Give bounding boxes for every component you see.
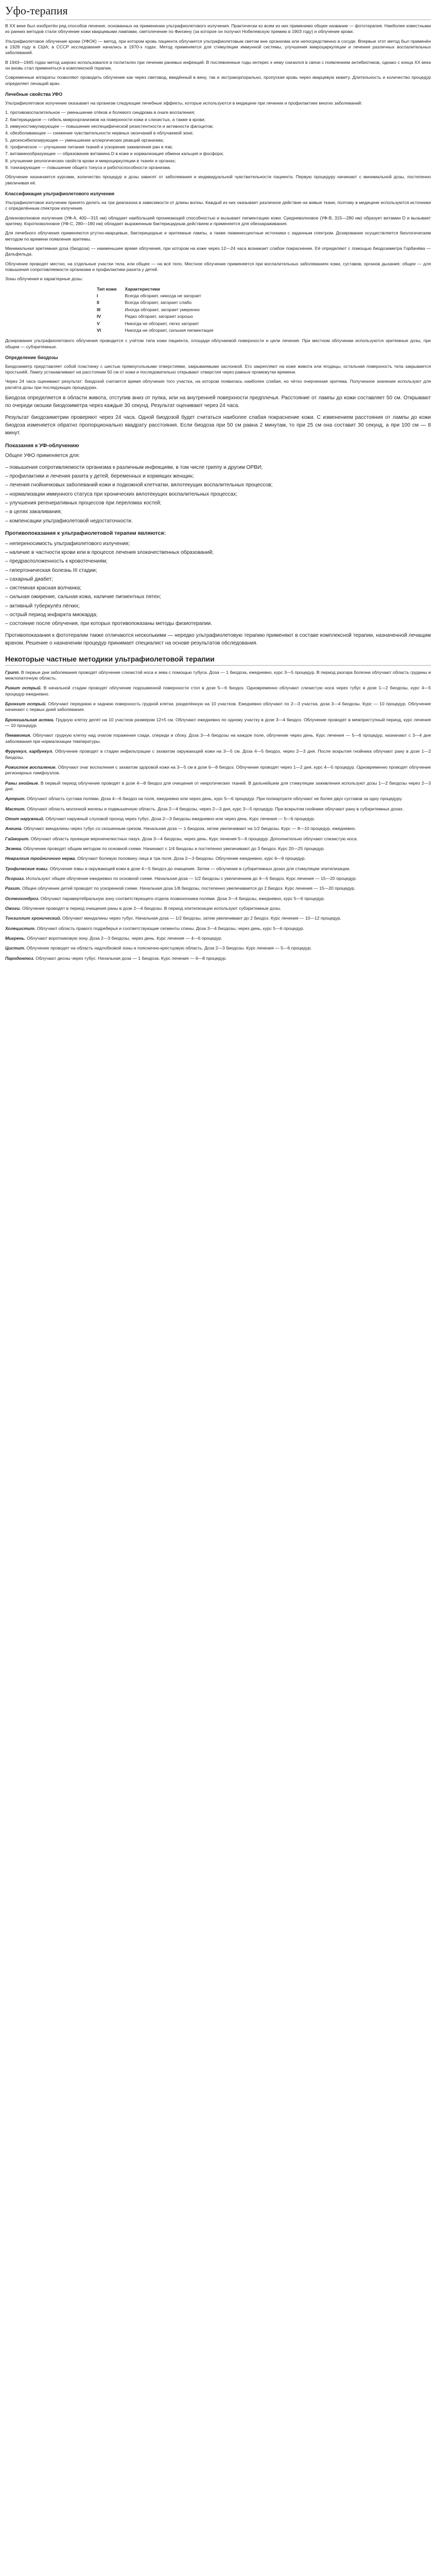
- table-cell: Никогда не обгорает, сильная пигментация: [125, 327, 214, 333]
- table-cell: Иногда обгорает, загорает умеренно: [125, 307, 200, 312]
- table-cell: VI: [97, 327, 101, 333]
- intro-paragraph: В 1943—1945 годах метод широко использовался в госпиталях при лечении раневых инфекций. В послевоенные годы интерес к нему снизился в связи с появлением антибиотиков, однако с конца XX века он вновь стал применяться в комплексной терапии.: [5, 59, 431, 71]
- section-heading: Классификация ультрафиолетового излучения: [5, 191, 115, 197]
- method-name: Пневмония.: [5, 733, 31, 738]
- method-name: Холецистит.: [5, 925, 36, 931]
- table-cell: Всегда обгорает, загорает слабо: [125, 300, 192, 306]
- method-item: [5, 936, 431, 941]
- list-item: – непереносимость ультрафиолетового излучения;: [5, 540, 130, 547]
- paragraph: Облучение назначается курсами, количество процедур и дозы зависят от заболевания и индивидуальной чувствительности пациента. Первую процедуру начинают с минимальной дозы, постепенно увеличивая её.: [5, 174, 431, 185]
- method-item: [5, 806, 431, 812]
- intro-paragraph: Современные аппараты позволяют проводить облучение как через световод, введённый в вену, так и экстракорпорально, пропуская кровь через кварцевую кювету. Длительность и количество процедур определяет лечащий врач.: [5, 75, 431, 86]
- method-text: Облучение язвы и окружающей кожи в дозе 4—5 биодоз до очищения. Затем — облучение в субэритемных дозах для стимуляции эпителизации.: [48, 866, 351, 871]
- table-cell: Редко обгорает, загорает хорошо: [125, 314, 193, 319]
- method-item: [5, 836, 431, 842]
- list-item: – гипертоническая болезнь III стадии;: [5, 567, 97, 573]
- method-text: Облучают очаг воспаления с захватом здоровой кожи на 3—5 см в дозе 6—8 биодоз. Облучение проводят через 1—2 дня, курс 4—5 процедур. Одновременно проводят облучение регионарных лимфоузлов.: [5, 764, 431, 776]
- table-header-cell: Характеристики: [125, 286, 160, 292]
- method-item: [5, 749, 431, 760]
- method-text: Облучают воротниковую зону. Доза 2—3 биодозы, через день. Курс лечения — 4—6 процедур.: [25, 936, 222, 941]
- paragraph: Результат биодозиметрии проверяют через 24 часа. Одной биодозой будет считаться наиболее слабая покраснение кожи. С изменением расстояния от лампы до кожи биодоза изменяется обратно пропорционально квадрату расстояния. Если биодоза при 50 см равна 2 минутам, то при 25 см она составит 30 секунд, а при 100 см — 8 минут.: [5, 414, 431, 436]
- method-item: [5, 906, 431, 911]
- method-text: Облучение проводят в стадии инфильтрации с захватом окружающей кожи на 3—5 см. Доза 4—5 биодоз, через 2—3 дня. После вскрытия гнойника облучают рану в дозе 1—2 биодозы.: [5, 749, 431, 760]
- method-name: Невралгия тройничного нерва.: [5, 856, 76, 861]
- section-heading: Лечебные свойства УФО: [5, 92, 63, 97]
- method-name: Пародонтоз.: [5, 955, 34, 961]
- method-text: В первый период облучение проводят в дозе 4—8 биодоз для очищения от некротических тканей. В дальнейшем для стимуляции заживления используют дозы 1—2 биодозы через 2—3 дня.: [5, 780, 431, 791]
- method-name: Мигрень.: [5, 936, 26, 941]
- classes-section: [5, 191, 431, 273]
- method-name: Ожоги.: [5, 906, 21, 911]
- article: [0, 0, 436, 975]
- list-item: – профилактики и лечения рахита у детей, беременных и кормящих женщин;: [5, 473, 194, 480]
- paragraph: Для лечебного облучения применяются ртутно-кварцевые, бактерицидные и эритемные лампы, а также люминесцентные источники с заданным спектром. Дозирование осуществляется биологическим методом по времени появления эритемы.: [5, 230, 431, 242]
- method-text: Облучают наружный слуховой проход через тубус. Доза 2—3 биодозы ежедневно или через день. Курс лечения — 5—6 процедур.: [44, 816, 316, 821]
- table-header-cell: Тип кожи: [97, 286, 117, 292]
- method-item: [5, 733, 431, 744]
- table-cell: Всегда обгорает, никогда не загорает: [125, 293, 201, 299]
- method-name: Ринит острый.: [5, 685, 42, 691]
- method-text: Облучают миндалины через тубус со скошенным срезом. Начальная доза — 1 биодоза, затем увеличивают на 1/2 биодозы. Курс — 8—10 процедур, ежедневно.: [22, 826, 356, 832]
- list-item: – сахарный диабет;: [5, 576, 53, 582]
- intro-paragraph: Ультрафиолетовое облучение крови (УФОК) — метод, при котором кровь пациента облучается ультрафиолетовым светом вне организма или непосредственно в сосуде. Впервые этот метод был применён в 1928 году в США; в СССР исследования начались в 1970-х годах. Метод применяется для стимуляции иммунной системы, улучшения микроциркуляции и лечения различных воспалительных заболеваний.: [5, 38, 431, 56]
- method-text: Облучают переднюю и заднюю поверхность грудной клетки, разделённую на 10 участков. Ежедневно облучают по 2—3 участка, доза 3—4 биодозы. Курс — 10 процедур. Облучение начинают с первых дней заболевания.: [5, 701, 431, 713]
- list-item: 6. трофическое — улучшение питания тканей и ускорение заживления ран и язв;: [5, 144, 173, 150]
- properties-list: [5, 110, 431, 171]
- table-cell: I: [97, 293, 98, 299]
- method-text: Облучение проводят общим методом по основной схеме. Начинают с 1/4 биодозы и постепенно увеличивают до 3 биодоз. Курс 20—25 процедур.: [22, 845, 325, 851]
- method-item: [5, 781, 431, 792]
- list-item: 2. бактерицидное — гибель микроорганизмов на поверхности кожи и слизистых, а также в крови;: [5, 116, 206, 122]
- method-item: [5, 765, 431, 776]
- list-item: 7. витаминообразующее — образование витамина D в коже и нормализация обмена кальция и фосфора;: [5, 151, 224, 157]
- paragraph: Длинноволновое излучение (УФ-А, 400—315 нм) обладает наибольшей проникающей способностью и вызывает пигментацию кожи. Средневолновое (УФ-В, 315—280 нм) образует витамин D и вызывает эритему. Коротковолновое (УФ-С, 280—180 нм) обладает выраженным бактерицидным действием и применяется для обеззараживания.: [5, 215, 431, 227]
- list-item: – системная красная волчанка;: [5, 585, 81, 591]
- section-heading: Показания к УФ-облучению: [5, 442, 79, 449]
- methods-list: [5, 670, 431, 961]
- table-cell: Никогда не обгорает, легко загорает: [125, 320, 199, 326]
- method-text: Общее облучение детей проводят по ускоренной схеме. Начальная доза 1/8 биодозы, постепенно увеличивается до 2 биодоз. Курс лечения — 15—20 процедур.: [21, 886, 356, 891]
- paragraph: Биодоза определяется в области живота, отступив вниз от пупка, или на внутренней поверхности предплечья. Расстояние от лампы до кожи составляет 50 см. Открывают по очереди окошки биодозиметра через каждые 30 секунд. Результат оценивают через 24 часа.: [5, 395, 431, 409]
- method-item: [5, 717, 431, 729]
- method-name: Бронхиальная астма.: [5, 717, 55, 722]
- method-text: Облучают область молочной железы и подмышечную область. Доза 2—4 биодозы, через 2—3 дня, курс 3—5 процедур. При вскрытом гнойнике облучают рану в субэритемных дозах.: [25, 806, 404, 811]
- method-item: [5, 886, 431, 891]
- method-text: Облучают болевую половину лица в три поля. Доза 2—3 биодозы. Облучение ежедневно, курс 6—9 процедур.: [76, 856, 306, 861]
- paragraph: Биодозиметр представляет собой пластинку с шестью прямоугольными отверстиями, закрываемыми заслонкой. Его закрепляют на коже живота или ягодицы, остальная поверхность тела закрывается простынёй. Лампу устанавливают на расстоянии 50 см от кожи и последовательно открывают отверстия через равные промежутки времени.: [5, 363, 431, 375]
- method-item: [5, 856, 431, 861]
- intro-section: [5, 23, 431, 87]
- table-cell: III: [97, 307, 101, 312]
- method-item: [5, 701, 431, 713]
- method-name: Рахит.: [5, 886, 21, 891]
- table-caption: Зоны облучения и характерные дозы:: [5, 276, 83, 282]
- method-name: Бронхит острый.: [5, 701, 47, 707]
- method-name: Раны гнойные.: [5, 780, 39, 786]
- method-item: [5, 916, 431, 921]
- method-item: [5, 896, 431, 902]
- table-row: [93, 299, 217, 306]
- table-row: [93, 320, 217, 327]
- method-name: Псориаз.: [5, 875, 25, 881]
- table-cell: II: [97, 300, 99, 306]
- table-row: [93, 313, 217, 320]
- list-item: – предрасположенность к кровотечениям;: [5, 558, 108, 565]
- method-name: Цистит.: [5, 945, 26, 951]
- list-item: – активный туберкулёз лёгких;: [5, 603, 80, 609]
- method-item: [5, 816, 431, 822]
- list-item: – компенсации ультрафиолетовой недостаточности.: [5, 518, 133, 524]
- method-item: [5, 945, 431, 951]
- method-text: Грудную клетку делят на 10 участков размером 12×5 см. Облучают ежедневно по одному участку в дозе 3—4 биодоз. Облучение проводят в межприступный период, курс лечения — 10 процедур.: [5, 717, 431, 728]
- method-name: Ангина.: [5, 826, 23, 832]
- method-text: Облучают область проекции верхнечелюстных пазух. Доза 3—4 биодозы, через день. Курс лечения 5—6 процедур. Дополнительно облучают слизистую носа.: [29, 836, 358, 841]
- method-text: Облучают паравертебральную зону соответствующего отдела позвоночника полями. Доза 3—4 биодозы, ежедневно, курс 5—6 процедур.: [39, 895, 325, 901]
- intro-paragraph: В XX веке был изобретён ряд способов лечения, основанных на применении ультрафиолетового излучения. Практически ко всем из них применимо общее название — фототерапия. Наиболее известными из ранних методов стали облучение кожи кварцевыми лампами, светолечение по Финзену (за которое он получил Нобелевскую премию в 1903 году) и облучение крови.: [5, 23, 431, 35]
- list-item: 1. противовоспалительное — уменьшение отёков и болевого синдрома в очаге воспаления;: [5, 110, 195, 115]
- skin-table-section: [5, 276, 431, 334]
- list-item: – повышения сопротивляемости организма к различным инфекциям, в том числе гриппу и другим ОРВИ;: [5, 464, 263, 470]
- method-name: Отит наружный.: [5, 816, 44, 821]
- method-name: Артрит.: [5, 796, 26, 802]
- table-row: [93, 327, 217, 334]
- methods-section: [5, 654, 431, 961]
- method-name: Мастит.: [5, 806, 26, 811]
- method-item: [5, 866, 431, 872]
- method-item: [5, 796, 431, 802]
- list-item: 8. улучшение реологических свойств крови и микроциркуляции в тканях и органах;: [5, 158, 176, 163]
- method-text: В первые дни заболевания проводят облучение слизистой носа и зева с помощью тубуса. Доза — 1 биодоза, ежедневно, курс 3—5 процедур. В период разгара болезни облучают область грудины и межлопаточную область.: [5, 669, 431, 681]
- paragraph: Минимальная эритемная доза (биодоза) — наименьшее время облучения, при котором на коже через 12—24 часа возникает слабое покраснение. Её определяют с помощью биодозиметра Горбачёва — Дальфельда.: [5, 246, 431, 257]
- method-name: Остеохондроз.: [5, 895, 40, 901]
- method-name: Экзема.: [5, 845, 23, 851]
- method-item: [5, 846, 431, 852]
- method-name: Тонзиллит хронический.: [5, 916, 61, 921]
- method-text: В начальной стадии проводят облучение подошвенной поверхности стоп в дозе 5—6 биодоз. Одновременно облучают слизистую носа через тубус в дозе 1—2 биодозы, курс 4—5 процедур ежедневно.: [5, 685, 431, 697]
- method-text: Облучают десны через тубус. Начальная доза — 1 биодоза. Курс лечения — 6—8 процедур.: [34, 955, 227, 961]
- page-title: Уфо-терапия: [5, 3, 431, 20]
- paragraph: Облучение проводят местно, на отдельные участки тела, или общее — на всё тело. Местное облучение применяется при воспалительных заболеваниях кожи, суставов, органов дыхания; общее — для повышения сопротивляемости организма и профилактики рахита у детей.: [5, 261, 431, 273]
- method-item: [5, 926, 431, 931]
- method-text: Облучение проводят в период очищения раны в дозе 2—4 биодозы. В период эпителизации используют субэритемные дозы.: [21, 906, 282, 911]
- method-name: Фурункул, карбункул.: [5, 749, 54, 754]
- method-text: Облучают область сустава полями. Доза 4—6 биодоз на поле, ежедневно или через день, курс 5—6 процедур. При полиартрите облучают не более двух суставов за одну процедуру.: [25, 796, 403, 802]
- method-item: [5, 826, 431, 832]
- skin-type-table: [93, 286, 217, 334]
- indications-section: [5, 394, 431, 647]
- paragraph: Ультрафиолетовое излучение принято делить на три диапазона в зависимости от длины волны. Каждый из них оказывает различное действие на живые ткани, поэтому в медицине используются источники с определённым спектром излучения.: [5, 200, 431, 211]
- list-item: – улучшения регенеративных процессов при переломах костей;: [5, 500, 162, 506]
- method-text: Облучают область правого подреберья и соответствующие сегменты спины. Доза 3—4 биодозы, через день, курс 5—6 процедур.: [36, 925, 304, 931]
- table-cell: V: [97, 320, 100, 326]
- list-item: – сильная ожирение, сальная кожа, наличие пигментных пятен;: [5, 594, 162, 600]
- properties-section: [5, 92, 431, 186]
- method-name: Рожистое воспаление.: [5, 764, 57, 770]
- method-name: Гайморит.: [5, 836, 30, 841]
- table-cell: IV: [97, 314, 101, 319]
- paragraph: Общее УФО применяется для:: [5, 453, 80, 459]
- list-item: – в целях закаливания;: [5, 509, 62, 515]
- method-item: [5, 685, 431, 697]
- list-item: 3. иммуностимулирующее — повышение неспецифической резистентности и активности фагоцитов;: [5, 124, 214, 129]
- table-row: [93, 307, 217, 313]
- list-item: – состояние после облучения, при которых противопоказаны методы физиотерапии.: [5, 621, 213, 627]
- dosage-section: [5, 338, 431, 391]
- list-item: – наличие в частности крови или в процессе лечения злокачественных образований;: [5, 550, 214, 555]
- list-item: 5. десенсибилизирующее — уменьшение аллергических реакций организма;: [5, 137, 164, 143]
- section-heading: Противопоказания к ультрафиолетовой терапии являются:: [5, 530, 166, 536]
- method-name: Трофические язвы.: [5, 866, 49, 871]
- paragraph: Через 24 часа оценивают результат: биодозой считается время облучения того участка, на котором появилась наиболее слабая, но чётко очерченная эритема. Полученное значение используют для расчёта дозы при последующих процедурах.: [5, 379, 431, 390]
- method-item: [5, 670, 431, 682]
- method-text: Облучают грудную клетку над очагом поражения сзади, спереди и сбоку. Доза 3—4 биодозы на каждое поле, облучение через день. Курс лечения — 5—6 процедур, назначают с 3—4 дня заболевания при нормализации температуры.: [5, 733, 431, 744]
- indications-list: [5, 464, 431, 525]
- method-text: Облучение проводят на область надлобковой зоны и пояснично-крестцовую область. Доза 2—3 биодозы. Курс лечения — 5—6 процедур.: [25, 945, 312, 951]
- method-text: Используют общее облучение ежедневно по основной схеме. Начальная доза — 1/2 биодозы с увеличением до 4—5 биодоз. Курс лечения — 15—20 процедур.: [25, 875, 357, 881]
- list-item: 9. тонизирующее — повышение общего тонуса и работоспособности организма.: [5, 165, 171, 171]
- list-item: – лечения гнойничковых заболеваний кожи и подкожной клетчатки, вялотекущих воспалительных процессов;: [5, 482, 273, 488]
- list-item: – нормализации иммунного статуса при хронических вялотекущих воспалительных процессах;: [5, 491, 238, 497]
- method-item: [5, 876, 431, 882]
- paragraph: Дозирование ультрафиолетового облучения проводится с учётом типа кожи пациента, площади облучаемой поверхности и цели лечения. При местном облучении используются эритемные дозы, при общем — субэритемные.: [5, 338, 431, 349]
- list-item: – острый период инфаркта миокарда;: [5, 612, 98, 618]
- paragraph: Противопоказания к фототерапии также отличаются несколькими — нередко ультрафиолетовую терапию применяют в составе комплексной терапии, назначенной лечащим врачом. Решение о назначении процедур принимает специалист на основе результатов обследования.: [5, 632, 431, 646]
- section-heading: Некоторые частные методики ультрафиолетовой терапии: [5, 654, 431, 665]
- table-header-row: [93, 286, 217, 293]
- method-name: Грипп.: [5, 669, 20, 675]
- method-item: [5, 956, 431, 961]
- contraindications-list: [5, 540, 431, 628]
- method-text: Облучают миндалины через тубус. Начальная доза — 1/2 биодозы, затем увеличивают до 2 биодоз. Курс лечения — 10—12 процедур.: [61, 916, 342, 921]
- table-row: [93, 293, 217, 299]
- list-item: 4. обезболивающее — снижение чувствительности нервных окончаний в облучаемой зоне;: [5, 130, 194, 136]
- section-heading: Определение биодозы: [5, 354, 58, 360]
- paragraph: Ультрафиолетовое излучение оказывает на организм следующие лечебные эффекты, которые используются в медицине при лечении и профилактике многих заболеваний:: [5, 100, 362, 106]
